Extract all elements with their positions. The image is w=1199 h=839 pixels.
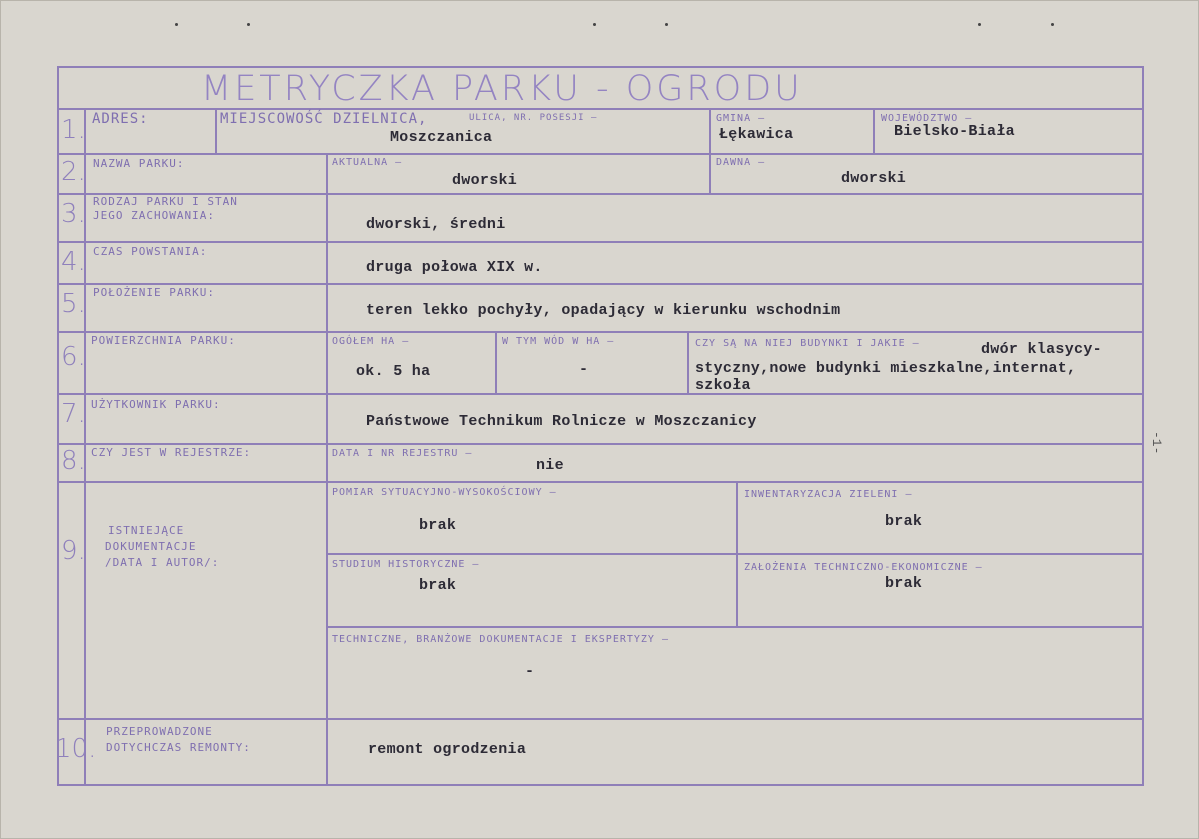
grid-line bbox=[57, 718, 1144, 720]
repairs-value: remont ogrodzenia bbox=[368, 741, 527, 758]
history-study-label: STUDIUM HISTORYCZNE — bbox=[332, 559, 480, 570]
row-number-3: 3. bbox=[61, 199, 86, 229]
technical-docs-label: TECHNICZNE, BRANŻOWE DOKUMENTACJE I EKSPERTYZY — bbox=[332, 634, 669, 645]
register-value: nie bbox=[536, 457, 564, 474]
current-name-label: AKTUALNA — bbox=[332, 157, 403, 168]
park-type-label-line2: JEGO ZACHOWANIA: bbox=[93, 209, 215, 222]
documentation-label-line2: DOKUMENTACJE bbox=[105, 540, 197, 553]
tech-econ-value: brak bbox=[885, 575, 923, 592]
row-number-7: 7. bbox=[61, 399, 86, 429]
grid-line bbox=[709, 108, 711, 153]
street-label: ULICA, NR. POSESJI — bbox=[469, 113, 598, 123]
greenery-inventory-label: INWENTARYZACJA ZIELENI — bbox=[744, 489, 913, 500]
history-study-value: brak bbox=[419, 577, 457, 594]
row-number-4: 4. bbox=[61, 247, 86, 277]
water-area-value: - bbox=[579, 361, 589, 378]
grid-line bbox=[57, 66, 59, 785]
address-label: ADRES: bbox=[92, 111, 149, 127]
grid-line bbox=[687, 331, 689, 393]
creation-time-value: druga połowa XIX w. bbox=[366, 259, 543, 276]
location-label: POŁOŻENIE PARKU: bbox=[93, 286, 215, 299]
park-name-label: NAZWA PARKU: bbox=[93, 157, 185, 170]
total-area-value: ok. 5 ha bbox=[356, 363, 431, 380]
documentation-label-line3: /DATA I AUTOR/: bbox=[105, 556, 220, 569]
row-number-9: 9. bbox=[61, 536, 86, 566]
buildings-value-line3: szkoła bbox=[695, 377, 751, 394]
survey-value: brak bbox=[419, 517, 457, 534]
water-area-label: W TYM WÓD W HA — bbox=[502, 336, 615, 347]
current-name-value: dworski bbox=[452, 172, 518, 189]
row-number-5: 5. bbox=[61, 289, 86, 319]
grid-line bbox=[57, 153, 1144, 155]
grid-line bbox=[57, 331, 1144, 333]
user-value: Państwowe Technikum Rolnicze w Moszczanicy bbox=[366, 413, 757, 430]
grid-line bbox=[326, 153, 328, 784]
grid-line bbox=[57, 481, 1144, 483]
ink-dot bbox=[175, 23, 178, 26]
location-value: teren lekko pochyły, opadający w kierunku wschodnim bbox=[366, 302, 841, 319]
form-title: METRYCZKA PARKU - OGRODU bbox=[201, 69, 803, 109]
gmina-label: GMINA — bbox=[716, 113, 766, 124]
repairs-label-line1: PRZEPROWADZONE bbox=[106, 725, 213, 738]
grid-line bbox=[709, 153, 711, 193]
buildings-value-line2: styczny,nowe budynki mieszkalne,internat, bbox=[695, 360, 1077, 377]
documentation-label-line1: ISTNIEJĄCE bbox=[108, 524, 185, 537]
former-name-label: DAWNA — bbox=[716, 157, 766, 168]
page-number: -1- bbox=[1149, 431, 1164, 455]
user-label: UŻYTKOWNIK PARKU: bbox=[91, 398, 221, 411]
grid-line bbox=[57, 393, 1144, 395]
grid-line bbox=[57, 241, 1144, 243]
grid-line bbox=[736, 481, 738, 626]
gmina-value: Łękawica bbox=[719, 126, 794, 143]
former-name-value: dworski bbox=[841, 170, 907, 187]
ink-dot bbox=[665, 23, 668, 26]
total-area-label: OGÓŁEM HA — bbox=[332, 336, 410, 347]
voivodeship-value: Bielsko-Biała bbox=[894, 123, 1015, 140]
row-number-8: 8. bbox=[61, 446, 86, 476]
buildings-label: CZY SĄ NA NIEJ BUDYNKI I JAKIE — bbox=[695, 338, 920, 349]
buildings-value-line1: dwór klasycy- bbox=[981, 341, 1102, 358]
row-number-10: 10. bbox=[55, 734, 97, 764]
grid-line bbox=[57, 283, 1144, 285]
grid-line bbox=[326, 553, 1144, 555]
register-label: CZY JEST W REJESTRZE: bbox=[91, 446, 252, 459]
park-type-label-line1: RODZAJ PARKU I STAN bbox=[93, 195, 238, 208]
grid-line bbox=[57, 66, 1144, 68]
grid-line bbox=[1142, 66, 1144, 785]
grid-line bbox=[495, 331, 497, 393]
tech-econ-label: ZAŁOŻENIA TECHNICZNO-EKONOMICZNE — bbox=[744, 562, 983, 573]
greenery-inventory-value: brak bbox=[885, 513, 923, 530]
register-date-label: DATA I NR REJESTRU — bbox=[332, 448, 473, 459]
row-number-6: 6. bbox=[61, 342, 86, 372]
row-number-1: 1. bbox=[61, 115, 86, 145]
grid-line bbox=[326, 626, 1144, 628]
ink-dot bbox=[978, 23, 981, 26]
locality-label: MIEJSCOWOŚĆ DZIELNICA, bbox=[220, 111, 428, 127]
technical-docs-value: - bbox=[525, 663, 535, 680]
creation-time-label: CZAS POWSTANIA: bbox=[93, 245, 208, 258]
grid-line bbox=[57, 443, 1144, 445]
grid-line bbox=[215, 108, 217, 153]
locality-value: Moszczanica bbox=[390, 129, 493, 146]
repairs-label-line2: DOTYCHCZAS REMONTY: bbox=[106, 741, 251, 754]
park-type-value: dworski, średni bbox=[366, 216, 506, 233]
survey-label: POMIAR SYTUACYJNO-WYSOKOŚCIOWY — bbox=[332, 487, 557, 498]
grid-line bbox=[57, 784, 1144, 786]
ink-dot bbox=[1051, 23, 1054, 26]
voivodeship-label: WOJEWÓDZTWO — bbox=[881, 113, 973, 124]
area-label: POWIERZCHNIA PARKU: bbox=[91, 334, 236, 347]
ink-dot bbox=[593, 23, 596, 26]
ink-dot bbox=[247, 23, 250, 26]
row-number-2: 2. bbox=[61, 157, 86, 187]
grid-line bbox=[873, 108, 875, 153]
